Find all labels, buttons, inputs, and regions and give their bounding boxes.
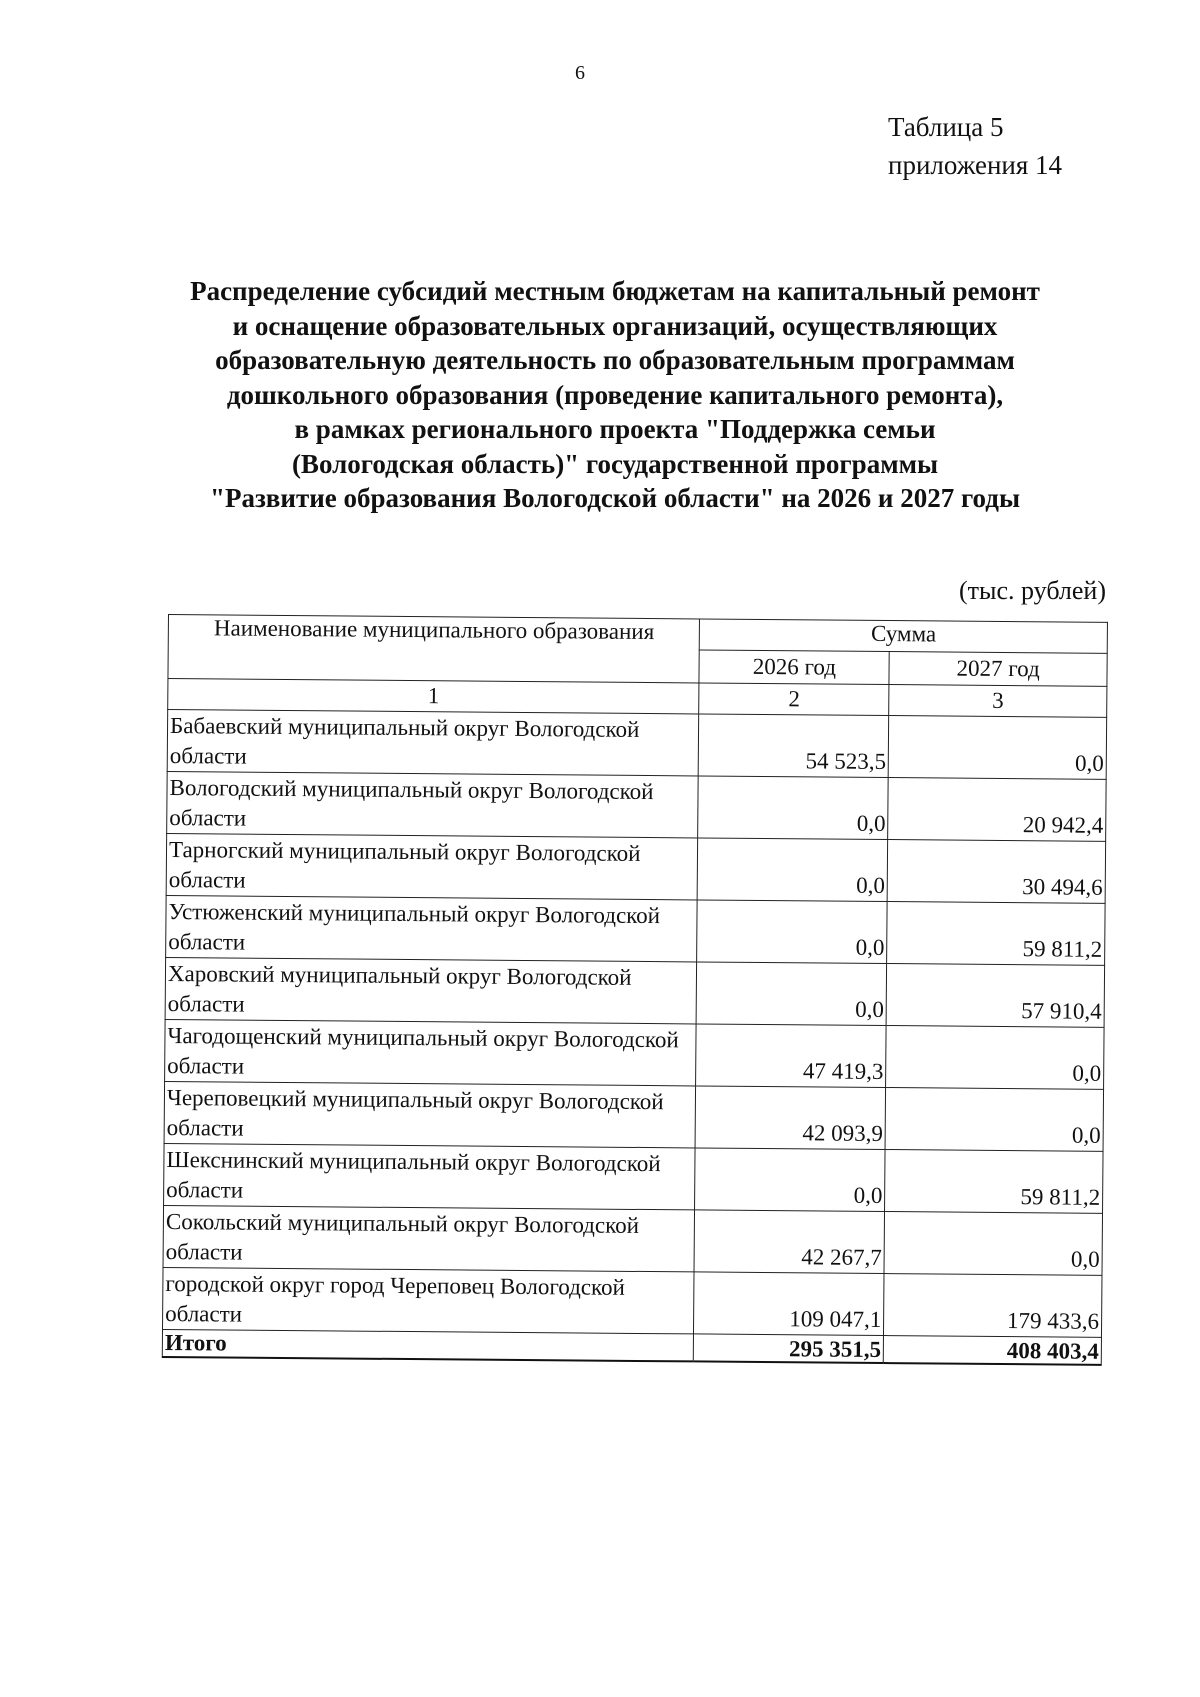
table-row [167,771,1106,841]
header-year-2026: 2026 год [699,650,889,685]
column-number: 2 [699,683,889,716]
document-title [150,274,1080,516]
total-2026: 295 351,5 [694,1334,884,1363]
header-year-2027: 2027 год [889,652,1107,687]
table-row [165,957,1104,1027]
amount-2027: 179 433,6 [884,1274,1102,1338]
amount-2027: 57 910,4 [886,964,1104,1028]
amount-2026: 0,0 [698,776,888,840]
amount-2026: 54 523,5 [699,714,889,778]
appendix-annex-label: приложения 14 [888,150,1063,180]
amount-2026: 42 093,9 [695,1086,885,1150]
amount-2027: 0,0 [888,716,1106,780]
column-number: 1 [168,679,700,714]
title-line: Распределение субсидий местным бюджетам на капитальный ремонт [190,276,1040,306]
header-municipality: Наименование муниципального образования [168,615,700,683]
municipality-name: Харовский муниципальный округ Вологодской области [165,957,697,1023]
amount-2027: 0,0 [886,1026,1104,1090]
page-number: 6 [575,62,585,84]
table-row [166,895,1105,965]
amount-2026: 42 267,7 [694,1210,884,1274]
amount-2027: 20 942,4 [888,778,1106,842]
title-line: образовательную деятельность по образовательным программам [215,345,1015,375]
title-line: и оснащение образовательных организаций, осуществляющих [232,310,998,341]
appendix-table-label: Таблица 5 [888,112,1004,142]
total-label: Итого [162,1329,694,1361]
amount-2026: 0,0 [698,838,888,902]
municipality-name: Чагодощенский муниципальный округ Вологодской области [165,1019,697,1085]
table-row [164,1081,1103,1151]
amount-2027: 59 811,2 [885,1150,1103,1214]
table-row [166,833,1105,903]
title-line: дошкольного образования (проведение капитального ремонта), [226,379,1004,410]
column-number: 3 [889,685,1107,718]
amount-2027: 0,0 [884,1212,1102,1276]
amount-2026: 0,0 [697,962,887,1026]
table-row [163,1267,1102,1337]
table-row [164,1143,1103,1213]
amount-2026: 0,0 [697,900,887,964]
table-row [165,1019,1104,1089]
municipality-name: Тарногский муниципальный округ Вологодской области [166,833,698,899]
table-row [167,710,1106,780]
appendix-reference [888,108,1062,184]
title-line: (Вологодская область)" государственной программы [291,448,939,479]
amount-2027: 30 494,6 [887,840,1105,904]
municipality-name: Шекснинский муниципальный округ Вологодской области [164,1143,696,1209]
municipality-name: Бабаевский муниципальный округ Вологодской области [167,710,699,776]
municipality-name: Сокольский муниципальный округ Вологодской области [163,1205,695,1271]
title-line: "Развитие образования Вологодской области" на 2026 и 2027 годы [209,483,1021,513]
municipality-name: городской округ город Череповец Вологодской области [163,1267,695,1333]
amount-2026: 109 047,1 [694,1272,884,1336]
municipality-name: Вологодский муниципальный округ Вологодской области [167,771,699,837]
amount-2026: 0,0 [695,1148,885,1212]
municipality-name: Череповецкий муниципальный округ Вологодской области [164,1081,696,1147]
amount-2026: 47 419,3 [696,1024,886,1088]
units-label: (тыс. рублей) [958,576,1106,605]
municipality-name: Устюженский муниципальный округ Вологодской области [166,895,698,961]
amount-2027: 59 811,2 [887,902,1105,966]
header-sum: Сумма [700,619,1108,653]
total-2027: 408 403,4 [883,1336,1101,1365]
subsidy-table [162,614,1108,1366]
table-row [163,1205,1102,1275]
title-line: в рамках регионального проекта "Поддержка семьи [294,414,936,444]
amount-2027: 0,0 [885,1088,1103,1152]
